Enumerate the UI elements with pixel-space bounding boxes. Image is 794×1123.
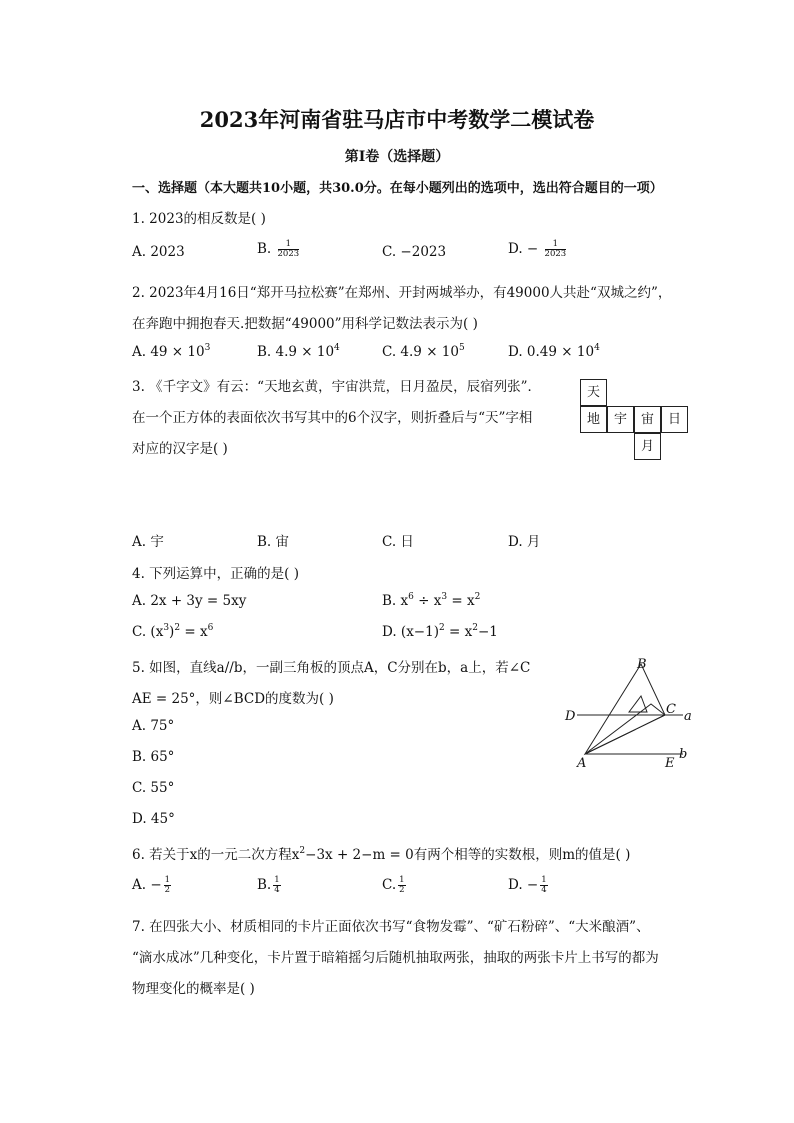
question-5-line-2: AE = 25°，则∠BCD的度数为( ) [132, 691, 334, 707]
q1-option-b: B. $\frac{1}{2023}$ [257, 239, 300, 259]
question-7-line-1: 7. 在四张大小、材质相同的卡片正面依次书写“食物发霉”、“矿石粉碎”、“大米酿酒”、 [132, 919, 650, 935]
question-1-stem: 1. 2023的相反数是( ) [132, 211, 266, 227]
label-b: b [679, 747, 688, 762]
fraction: $\frac{1}{4}$ [541, 875, 547, 895]
q6-option-b: B. $\frac{1}{4}$ [257, 875, 280, 895]
question-7-line-3: 物理变化的概率是( ) [132, 981, 255, 997]
q1-option-a: A. 2023 [132, 244, 185, 260]
triangle-figure [555, 650, 705, 775]
q3-option-b: B. 宙 [257, 534, 290, 550]
q6-option-a: A. − $\frac{1}{2}$ [132, 875, 171, 895]
label-A: A [577, 756, 587, 771]
q2-option-d: D. $0.49 \times 10^4$ [508, 343, 600, 360]
net-cell: 宙 [634, 406, 661, 433]
q4-option-c: C. $(x^3)^2 = x^6$ [132, 623, 214, 640]
q4-option-d: D. $(x-1)^2 = x^2-1$ [382, 623, 498, 640]
fraction: $\frac{1}{2023}$ [544, 239, 567, 259]
q2-option-c: C. $4.9 \times 10^5$ [382, 343, 465, 360]
question-3-line-1: 3. 《千字文》有云：“天地玄黄，宇宙洪荒，日月盈昃，辰宿列张”． [132, 379, 541, 395]
q4-option-b: B. $x^6 \div x^3 = x^2$ [382, 592, 481, 609]
q2-option-b: B. $4.9 \times 10^4$ [257, 343, 340, 360]
q2-option-a: A. $49 \times 10^3$ [132, 343, 211, 360]
net-cell: 地 [580, 406, 607, 433]
q3-option-d: D. 月 [508, 534, 541, 550]
fraction: $\frac{1}{4}$ [274, 875, 280, 895]
triangle-abc [585, 664, 665, 754]
q3-option-c: C. 日 [382, 534, 414, 550]
label-D: D [565, 709, 576, 724]
q1-option-d: D. − $\frac{1}{2023}$ [508, 239, 567, 259]
section-heading: 一、选择题（本大题共10小题，共30.0分。在每小题列出的选项中，选出符合题目的一项） [132, 181, 663, 196]
question-5-line-1: 5. 如图，直线a//b，一副三角板的顶点A，C分别在b，a上，若∠C [132, 660, 531, 676]
q5-option-d: D. 45° [132, 811, 175, 827]
q1-option-c: C. −2023 [382, 244, 447, 260]
question-4-stem: 4. 下列运算中，正确的是( ) [132, 566, 299, 582]
triangle-set-square [585, 704, 665, 754]
fraction: $\frac{1}{2}$ [399, 875, 405, 895]
question-3-line-3: 对应的汉字是( ) [132, 441, 228, 457]
label-C: C [666, 702, 676, 717]
q6-option-c: C. $\frac{1}{2}$ [382, 875, 405, 895]
q5-option-b: B. 65° [132, 749, 175, 765]
fraction: $\frac{1}{2023}$ [277, 239, 300, 259]
question-2-line-1: 2. 2023年4月16日“郑开马拉松赛”在郑州、开封两城举办，有49000人共赴“双城之约”， [132, 285, 672, 301]
exam-title: 2023年河南省驻马店市中考数学二模试卷 [199, 107, 595, 132]
net-cell: 宇 [607, 406, 634, 433]
question-2-line-2: 在奔跑中拥抱春天.把数据“49000”用科学记数法表示为( ) [132, 316, 478, 332]
q5-option-a: A. 75° [132, 718, 175, 734]
q5-option-c: C. 55° [132, 780, 175, 796]
question-6-stem: 6. 若关于x的一元二次方程$x^2-3x + 2-m = 0$有两个相等的实数根，则m的值是( ) [132, 846, 631, 863]
part-title: 第Ⅰ卷（选择题） [344, 149, 450, 165]
label-E: E [665, 756, 675, 771]
net-cell: 日 [661, 406, 688, 433]
q4-option-a: A. 2x + 3y = 5xy [132, 593, 247, 609]
fraction: $\frac{1}{2}$ [164, 875, 171, 895]
question-7-line-2: “滴水成冰”几种变化，卡片置于暗箱摇匀后随机抽取两张，抽取的两张卡片上书写的都为 [132, 950, 659, 966]
net-cell: 月 [634, 433, 661, 460]
label-B: B [637, 657, 647, 672]
q6-option-d: D. − $\frac{1}{4}$ [508, 875, 547, 895]
q3-option-a: A. 宇 [132, 534, 164, 550]
question-3-line-2: 在一个正方体的表面依次书写其中的6个汉字，则折叠后与“天”字相 [132, 410, 533, 426]
label-a: a [684, 709, 692, 724]
net-cell: 天 [580, 379, 607, 406]
